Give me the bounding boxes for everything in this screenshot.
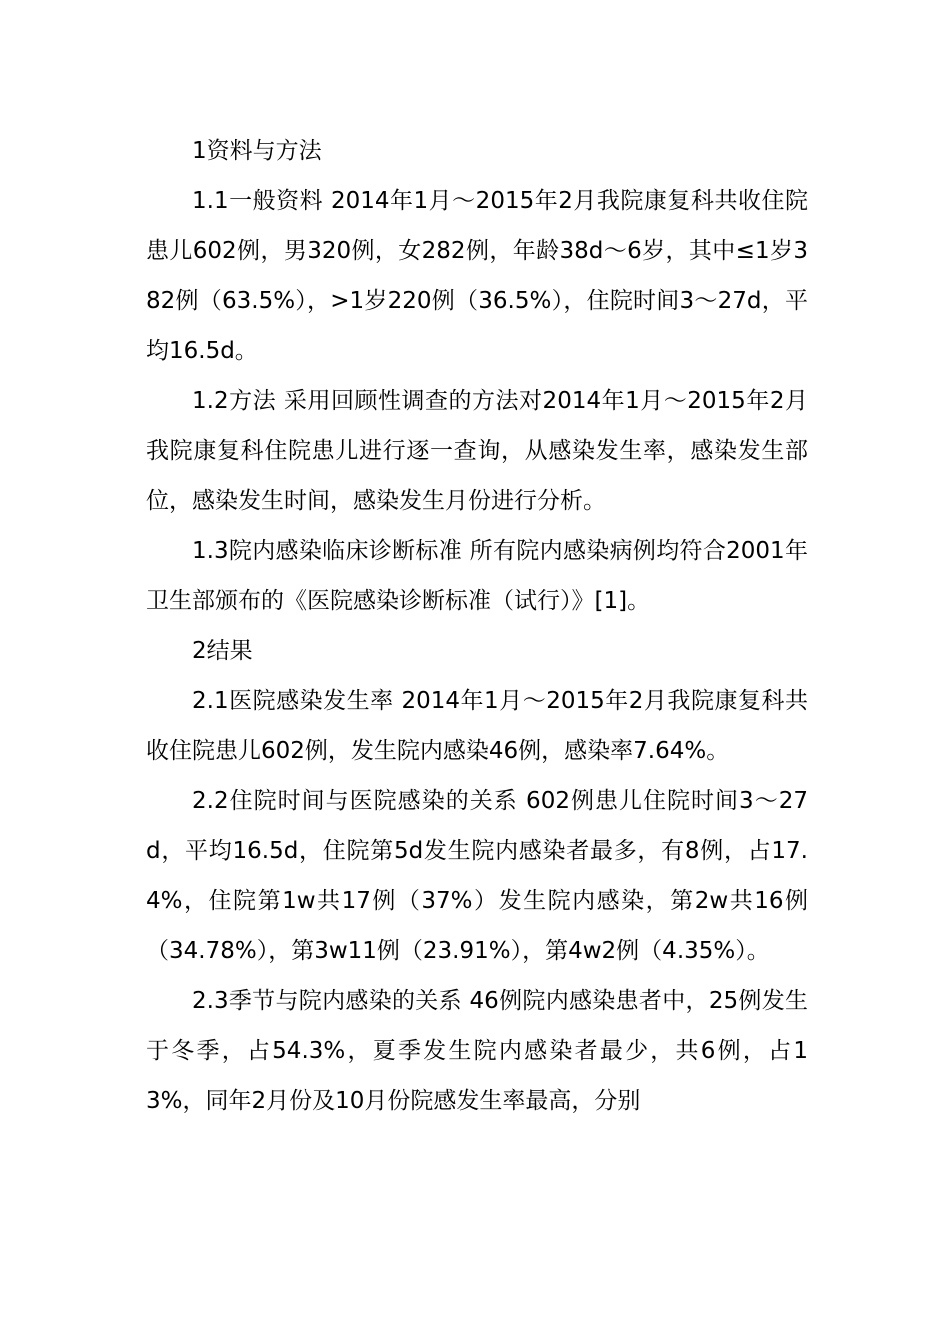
paragraph-season: 2.3季节与院内感染的关系 46例院内感染患者中，25例发生于冬季，占54.3%，夏季发生院内感染者最少，共6例，占13%，同年2月份及10月份院感发生率最高，分别	[146, 988, 808, 1114]
paragraph-hospital-stay: 2.2住院时间与医院感染的关系 602例患儿住院时间3～27d，平均16.5d，住院第5d发生院内感染者最多，有8例，占17.4%，住院第1w共17例（37%）发生院内感染，第2w共16例（34.78%），第3w11例（23.91%），第4w2例（4.35%）。	[146, 788, 808, 964]
section-heading-methods: 1资料与方法	[192, 138, 322, 164]
paragraph-method: 1.2方法 采用回顾性调查的方法对2014年1月～2015年2月我院康复科住院患儿进行逐一查询，从感染发生率，感染发生部位，感染发生时间，感染发生月份进行分析。	[146, 388, 808, 514]
document-body	[146, 126, 808, 1126]
paragraph-infection-rate: 2.1医院感染发生率 2014年1月～2015年2月我院康复科共收住院患儿602例，发生院内感染46例，感染率7.64%。	[146, 688, 808, 764]
paragraph-general-data: 1.1一般资料 2014年1月～2015年2月我院康复科共收住院患儿602例，男320例，女282例，年龄38d～6岁，其中≤1岁382例（63.5%），>1岁220例（36.5%），住院时间3～27d，平均16.5d。	[146, 188, 808, 364]
paragraph-diagnosis-criteria: 1.3院内感染临床诊断标准 所有院内感染病例均符合2001年卫生部颁布的《医院感染诊断标准（试行）》[1]。	[146, 538, 808, 614]
section-heading-results: 2结果	[192, 638, 253, 664]
